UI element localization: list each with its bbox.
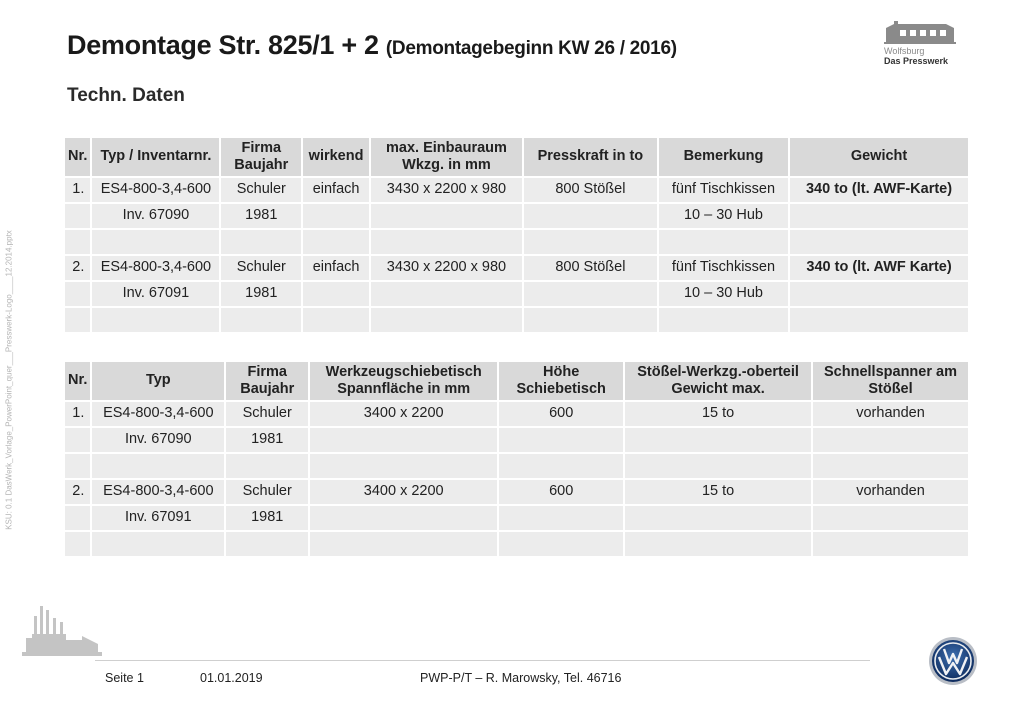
cell [499, 506, 623, 530]
cell: ES4-800-3,4-600 [92, 256, 219, 280]
cell [813, 506, 968, 530]
page-title [67, 30, 677, 61]
header-cell: Bemerkung [659, 138, 788, 176]
cell [65, 282, 90, 306]
cell [813, 532, 968, 556]
table-row [65, 282, 968, 306]
table-row [65, 230, 968, 254]
factory-building-icon [884, 18, 956, 44]
title-main: Demontage Str. 825/1 + 2 [67, 30, 379, 60]
cell: 800 Stößel [524, 178, 657, 202]
cell: 1981 [226, 428, 308, 452]
cell [65, 230, 90, 254]
cell [310, 428, 497, 452]
cell: 2. [65, 256, 90, 280]
cell: 10 – 30 Hub [659, 204, 788, 228]
header-cell: Stößel-Werkzg.-oberteil Gewicht max. [625, 362, 811, 400]
cell [790, 308, 968, 332]
cell [371, 204, 522, 228]
cell: 1. [65, 178, 90, 202]
logo-name: Das Presswerk [884, 56, 949, 66]
cell: 600 [499, 402, 623, 426]
vw-icon [928, 636, 978, 691]
cell: einfach [303, 178, 369, 202]
cell: ES4-800-3,4-600 [92, 178, 219, 202]
cell [625, 428, 811, 452]
header-cell: Firma Baujahr [221, 138, 301, 176]
cell: ES4-800-3,4-600 [92, 480, 224, 504]
cell [790, 282, 968, 306]
cell [625, 454, 811, 478]
cell [65, 308, 90, 332]
header-cell: wirkend [303, 138, 369, 176]
footer-contact: PWP-P/T – R. Marowsky, Tel. 46716 [420, 671, 622, 685]
header-cell: Schnellspanner am Stößel [813, 362, 968, 400]
cell: 3400 x 2200 [310, 402, 497, 426]
cell [226, 454, 308, 478]
cell [310, 506, 497, 530]
table-row [65, 204, 968, 228]
title-sub: (Demontagebeginn KW 26 / 2016) [385, 38, 677, 59]
presswerk-logo [884, 18, 964, 66]
cell [65, 204, 90, 228]
cell: 800 Stößel [524, 256, 657, 280]
cell: 3430 x 2200 x 980 [371, 178, 522, 202]
cell [92, 532, 224, 556]
cell [92, 308, 219, 332]
cell: Inv. 67090 [92, 204, 219, 228]
cell [371, 282, 522, 306]
cell: Inv. 67091 [92, 506, 224, 530]
header-cell: Typ [92, 362, 224, 400]
cell [303, 204, 369, 228]
header-cell: Nr. [65, 362, 90, 400]
cell: 3430 x 2200 x 980 [371, 256, 522, 280]
cell [226, 532, 308, 556]
cell: 10 – 30 Hub [659, 282, 788, 306]
cell [499, 454, 623, 478]
cell [65, 506, 90, 530]
cell: Schuler [226, 480, 308, 504]
header-cell: Gewicht [790, 138, 968, 176]
factory-silhouette-icon [22, 598, 102, 665]
cell: 3400 x 2200 [310, 480, 497, 504]
cell: vorhanden [813, 402, 968, 426]
cell [659, 308, 788, 332]
table-header-row [65, 138, 968, 176]
cell: 1981 [221, 282, 301, 306]
cell: Schuler [221, 178, 301, 202]
cell [524, 282, 657, 306]
header-cell: Werkzeugschiebetisch Spannfläche in mm [310, 362, 497, 400]
cell [524, 308, 657, 332]
cell [303, 282, 369, 306]
cell: vorhanden [813, 480, 968, 504]
cell [221, 230, 301, 254]
cell: Schuler [226, 402, 308, 426]
footer-page: Seite 1 [105, 671, 144, 685]
cell: 340 to (lt. AWF Karte) [790, 256, 968, 280]
cell [371, 308, 522, 332]
cell [221, 308, 301, 332]
header-cell: Firma Baujahr [226, 362, 308, 400]
cell [92, 454, 224, 478]
cell: 15 to [625, 480, 811, 504]
cell [813, 454, 968, 478]
cell [65, 428, 90, 452]
table-row [65, 506, 968, 530]
side-file-info [2, 160, 16, 600]
cell [625, 532, 811, 556]
cell [371, 230, 522, 254]
table-row [65, 532, 968, 556]
table-row [65, 256, 968, 280]
cell: fünf Tischkissen [659, 178, 788, 202]
cell: 2. [65, 480, 90, 504]
tech-data-table-1 [63, 136, 970, 334]
cell [303, 230, 369, 254]
table-row [65, 308, 968, 332]
footer-divider [95, 660, 870, 661]
header-cell: Nr. [65, 138, 90, 176]
header-cell: Höhe Schiebetisch [499, 362, 623, 400]
section-subtitle: Techn. Daten [67, 85, 185, 106]
cell [524, 204, 657, 228]
cell [790, 204, 968, 228]
cell: 1981 [221, 204, 301, 228]
cell: 600 [499, 480, 623, 504]
footer-date: 01.01.2019 [200, 671, 263, 685]
cell: Inv. 67091 [92, 282, 219, 306]
cell [625, 506, 811, 530]
table-row [65, 480, 968, 504]
table-row [65, 402, 968, 426]
cell: Schuler [221, 256, 301, 280]
table-row [65, 178, 968, 202]
cell: fünf Tischkissen [659, 256, 788, 280]
cell [659, 230, 788, 254]
header-cell: Typ / Inventarnr. [92, 138, 219, 176]
table-row [65, 428, 968, 452]
cell [499, 532, 623, 556]
side-file-text: KSU: 0.1 DasWerk_Vorlage_PowerPoint_quer___Presswerk-Logo____12.2014.pptx [4, 230, 14, 530]
cell [92, 230, 219, 254]
logo-city: Wolfsburg [884, 46, 925, 56]
cell [65, 532, 90, 556]
cell [303, 308, 369, 332]
cell [524, 230, 657, 254]
table-header-row [65, 362, 968, 400]
cell [813, 428, 968, 452]
cell: Inv. 67090 [92, 428, 224, 452]
cell [790, 230, 968, 254]
cell [310, 532, 497, 556]
cell: 1981 [226, 506, 308, 530]
cell: 340 to (lt. AWF-Karte) [790, 178, 968, 202]
cell [499, 428, 623, 452]
header-cell: Presskraft in to [524, 138, 657, 176]
cell: ES4-800-3,4-600 [92, 402, 224, 426]
cell: 1. [65, 402, 90, 426]
cell [310, 454, 497, 478]
cell: 15 to [625, 402, 811, 426]
cell: einfach [303, 256, 369, 280]
tech-data-table-2 [63, 360, 970, 558]
header-cell: max. Einbauraum Wkzg. in mm [371, 138, 522, 176]
cell [65, 454, 90, 478]
table-row [65, 454, 968, 478]
